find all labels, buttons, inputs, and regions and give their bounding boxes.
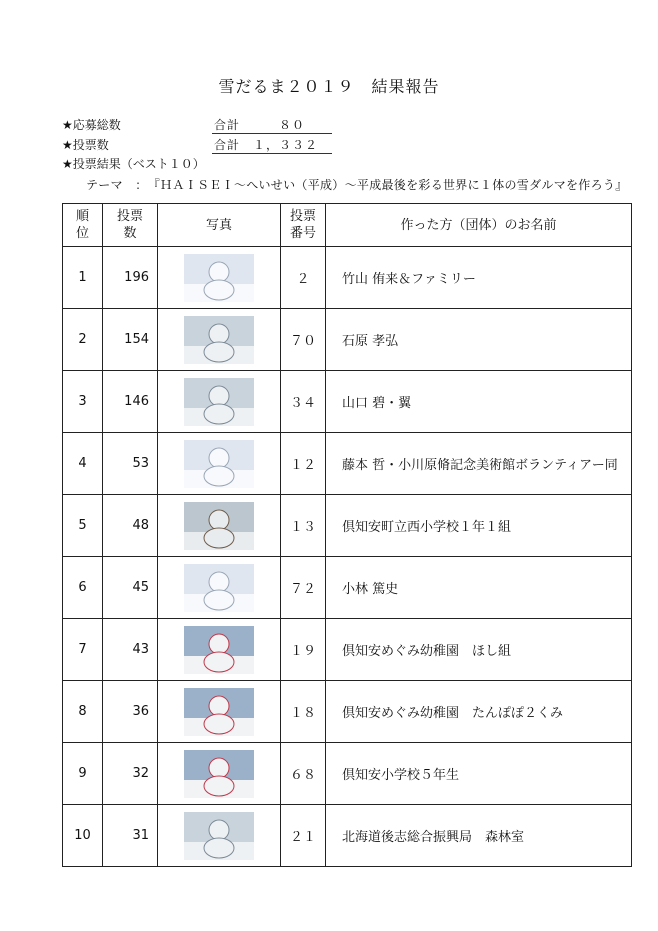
name-cell: 倶知安町立西小学校１年１組: [326, 495, 632, 557]
name-cell: 倶知安めぐみ幼稚園 たんぽぽ２くみ: [326, 681, 632, 743]
rank-cell: 1: [63, 247, 103, 309]
votes-total-row: [62, 136, 332, 154]
group-photo: [184, 750, 254, 798]
votes-cell: 36: [103, 681, 158, 743]
rank-cell: 6: [63, 557, 103, 619]
table-header-row: [63, 204, 632, 247]
table-row: [63, 495, 632, 557]
photo-cell: [158, 309, 281, 371]
entry-number-cell: １３: [281, 495, 326, 557]
entry-number-cell: ６８: [281, 743, 326, 805]
table-row: [63, 371, 632, 433]
header-votes: 投票 数: [103, 204, 158, 247]
votes-cell: 43: [103, 619, 158, 681]
rank-cell: 7: [63, 619, 103, 681]
results-table: [62, 203, 632, 867]
table-row: [63, 619, 632, 681]
votes-cell: 48: [103, 495, 158, 557]
table-row: [63, 743, 632, 805]
group-photo: [184, 688, 254, 736]
table-row: [63, 681, 632, 743]
rank-cell: 2: [63, 309, 103, 371]
table-row: [63, 309, 632, 371]
entry-number-cell: ３４: [281, 371, 326, 433]
header-name: 作った方（団体）のお名前: [326, 204, 632, 247]
name-cell: 小林 篤史: [326, 557, 632, 619]
votes-label: ★投票数: [62, 138, 109, 152]
photo-cell: [158, 681, 281, 743]
photo-cell: [158, 247, 281, 309]
votes-cell: 53: [103, 433, 158, 495]
photo-cell: [158, 371, 281, 433]
snowman-photo: [184, 254, 254, 302]
snowman-photo: [184, 564, 254, 612]
rank-cell: 4: [63, 433, 103, 495]
entries-total-row: [62, 116, 332, 134]
name-cell: 倶知安小学校５年生: [326, 743, 632, 805]
page-title: 雪だるま２０１９ 結果報告: [218, 77, 440, 96]
votes-cell: 196: [103, 247, 158, 309]
votes-cell: 45: [103, 557, 158, 619]
entry-number-cell: ７２: [281, 557, 326, 619]
entry-number-cell: １８: [281, 681, 326, 743]
header-rank: 順 位: [63, 204, 103, 247]
rank-cell: 9: [63, 743, 103, 805]
entries-value: 合計 ８０: [212, 116, 332, 134]
rank-cell: 5: [63, 495, 103, 557]
snowman-photo: [184, 440, 254, 488]
votes-value: 合計 １，３３２: [212, 136, 332, 154]
header-photo: 写真: [158, 204, 281, 247]
photo-cell: [158, 433, 281, 495]
name-cell: 藤本 哲・小川原脩記念美術館ボランティアー同: [326, 433, 632, 495]
header-entry-number: 投票 番号: [281, 204, 326, 247]
entry-number-cell: ２１: [281, 805, 326, 867]
table-row: [63, 805, 632, 867]
entry-number-cell: １９: [281, 619, 326, 681]
rank-cell: 3: [63, 371, 103, 433]
table-row: [63, 557, 632, 619]
entry-number-cell: ２: [281, 247, 326, 309]
group-photo: [184, 626, 254, 674]
votes-cell: 146: [103, 371, 158, 433]
theme-line: テーマ ： 『ＨＡＩＳＥＩ～へいせい（平成）～平成最後を彩る世界に１体の雪ダルマを作ろう』: [86, 178, 628, 192]
results-heading: ★投票結果（ベスト１０）: [62, 157, 205, 171]
votes-cell: 32: [103, 743, 158, 805]
name-cell: 倶知安めぐみ幼稚園 ほし組: [326, 619, 632, 681]
votes-cell: 31: [103, 805, 158, 867]
snow-sculpture-photo: [184, 316, 254, 364]
photo-cell: [158, 743, 281, 805]
votes-cell: 154: [103, 309, 158, 371]
photo-cell: [158, 557, 281, 619]
name-cell: 北海道後志総合振興局 森林室: [326, 805, 632, 867]
photo-cell: [158, 495, 281, 557]
name-cell: 山口 碧・翼: [326, 371, 632, 433]
rank-cell: 10: [63, 805, 103, 867]
photo-cell: [158, 805, 281, 867]
photo-cell: [158, 619, 281, 681]
snow-sculpture-photo: [184, 378, 254, 426]
table-row: [63, 247, 632, 309]
snow-face-photo: [184, 502, 254, 550]
entries-label: ★応募総数: [62, 118, 121, 132]
table-row: [63, 433, 632, 495]
name-cell: 竹山 侑来＆ファミリー: [326, 247, 632, 309]
entry-number-cell: ７０: [281, 309, 326, 371]
entry-number-cell: １２: [281, 433, 326, 495]
name-cell: 石原 孝弘: [326, 309, 632, 371]
snow-sculpture-photo: [184, 812, 254, 860]
rank-cell: 8: [63, 681, 103, 743]
